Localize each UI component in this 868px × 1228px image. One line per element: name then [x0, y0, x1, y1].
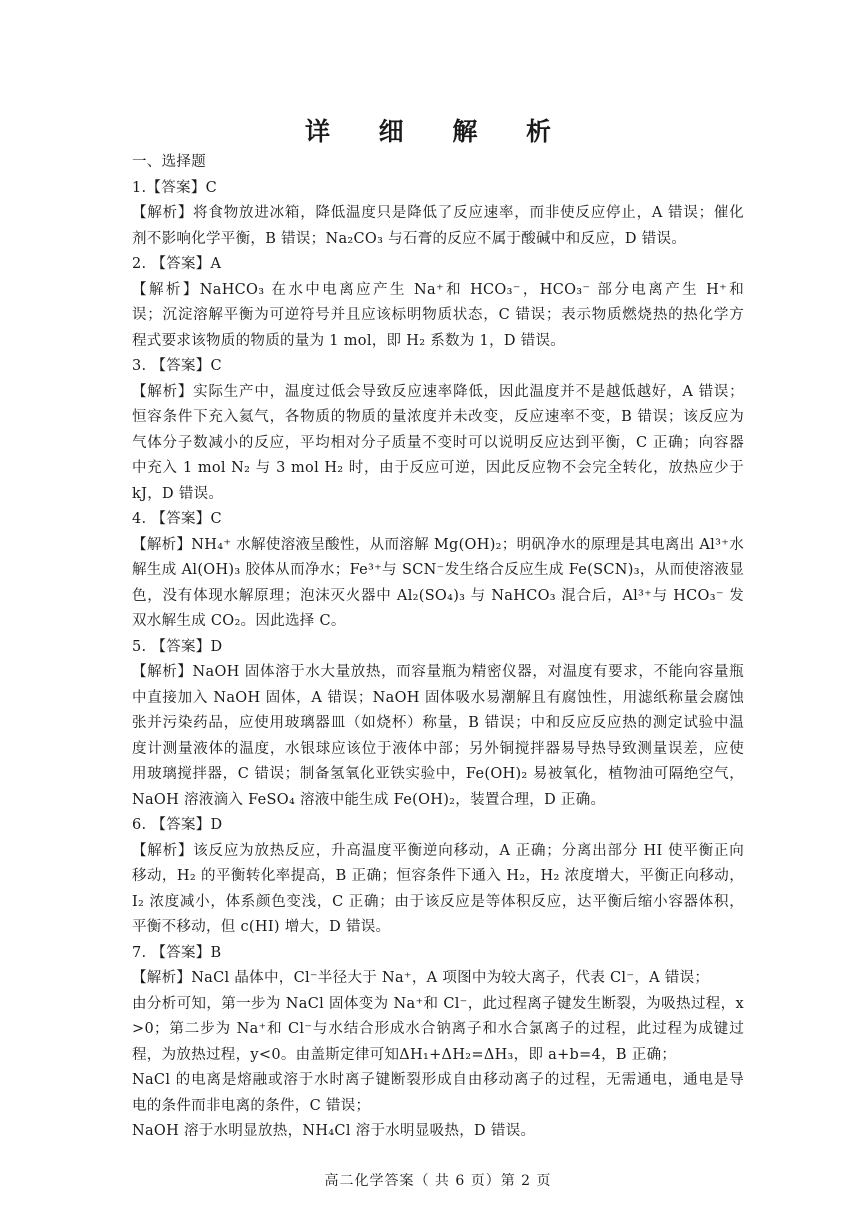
page-title: 详 细 解 析 [304, 117, 572, 146]
text-line: 移动，H₂ 的平衡转化率提高，B 正确；恒容条件下通入 H₂，H₂ 浓度增大，平衡正向移动， [132, 868, 744, 884]
text-line: 剂不影响化学平衡，B 错误；Na₂CO₃ 与石膏的反应不属于酸碱中和反应，D 错误。 [132, 230, 687, 247]
answer-lines [132, 176, 744, 1145]
text-line: 【解析】NaHCO₃ 在水中电离应产生 Na⁺和 HCO₃⁻，HCO₃⁻ 部分电离产生 H⁺和 [132, 281, 744, 298]
text-line: 双水解生成 CO₂。因此选择 C。 [132, 613, 346, 629]
text-line: 用玻璃搅拌器，C 错误；制备氢氧化亚铁实验中，Fe(OH)₂ 易被氧化，植物油可隔绝空气， [132, 766, 744, 782]
text-line: 中充入 1 mol N₂ 与 3 mol H₂ 时，由于反应可逆，因此反应物不会完全转化，放热应少于 [132, 460, 744, 476]
text-line: 2. 【答案】A [132, 256, 222, 272]
text-line: 【解析】NH₄⁺ 水解使溶液呈酸性，从而溶解 Mg(OH)₂；明矾净水的原理是其电离出 Al³⁺水 [132, 536, 744, 553]
text-line: 平衡不移动，但 c(HI) 增大，D 错误。 [132, 919, 391, 935]
text-line: 色，没有体现水解原理；泡沫灭火器中 Al₂(SO₄)₃ 与 NaHCO₃ 混合后，Al³⁺与 HCO₃⁻ 发 [132, 587, 744, 604]
document-page [132, 0, 744, 1228]
text-line: NaCl 的电离是熔融或溶于水时离子键断裂形成自由移动离子的过程，无需通电，通电是导 [132, 1072, 744, 1088]
text-line: 1.【答案】C [132, 179, 218, 196]
text-line: 气体分子数减小的反应，平均相对分子质量不变时可以说明反应达到平衡，C 正确；向容器 [132, 434, 744, 451]
section-heading: 一、选择题 [132, 154, 206, 170]
text-line: 3. 【答案】C [132, 358, 222, 374]
text-line: 由分析可知，第一步为 NaCl 固体变为 Na⁺和 Cl⁻，此过程离子键发生断裂，为吸热过程，x [132, 995, 744, 1012]
page-footer: 高二化学答案（ 共 6 页）第 2 页 [324, 1173, 552, 1189]
text-line: 7. 【答案】B [132, 944, 222, 961]
text-line: kJ，D 错误。 [132, 485, 224, 502]
text-line: 张并污染药品，应使用玻璃器皿（如烧杯）称量，B 错误；中和反应反应热的测定试验中温 [132, 715, 744, 731]
text-line: NaOH 溶液滴入 FeSO₄ 溶液中能生成 Fe(OH)₂，装置合理，D 正确。 [132, 791, 606, 808]
text-line: 中直接加入 NaOH 固体，A 错误；NaOH 固体吸水易潮解且有腐蚀性，用滤纸称量会腐蚀 [132, 689, 744, 706]
text-line: 程，为放热过程，y<0。由盖斯定律可知ΔH₁+ΔH₂=ΔH₃，即 a+b=4，B 正确； [132, 1046, 677, 1063]
text-line: 4. 【答案】C [132, 511, 222, 527]
text-line: I₂ 浓度减小，体系颜色变浅，C 正确；由于该反应是等体积反应，达平衡后缩小容器体积， [132, 893, 744, 910]
text-line: NaOH 溶于水明显放热，NH₄Cl 溶于水明显吸热，D 错误。 [132, 1123, 536, 1139]
text-line: 【解析】该反应为放热反应，升高温度平衡逆向移动，A 正确；分离出部分 HI 使平衡正向 [132, 842, 744, 859]
text-line: 程式要求该物质的物质的量为 1 mol，即 H₂ 系数为 1，D 错误。 [132, 332, 566, 349]
text-line: 解生成 Al(OH)₃ 胶体从而净水；Fe³⁺与 SCN⁻发生络合反应生成 Fe(SCN)₃，从而使溶液显 [132, 562, 744, 578]
text-line: 【解析】NaOH 固体溶于水大量放热，而容量瓶为精密仪器，对温度有要求，不能向容量瓶 [132, 664, 744, 680]
text-line: 【解析】实际生产中，温度过低会导致反应速率降低，因此温度并不是越低越好，A 错误； [132, 383, 744, 400]
text-line: 电的条件而非电离的条件，C 错误； [132, 1097, 371, 1114]
text-line: 【解析】NaCl 晶体中，Cl⁻半径大于 Na⁺，A 项图中为较大离子，代表 Cl⁻，A 错误； [132, 970, 710, 986]
text-line: 【解析】将食物放进冰箱，降低温度只是降低了反应速率，而非使反应停止，A 错误；催化 [132, 205, 744, 221]
text-line: 5. 【答案】D [132, 638, 223, 655]
text-line: 度计测量液体的温度，水银球应该位于液体中部；另外铜搅拌器易导热导致测量误差，应使 [132, 740, 744, 757]
text-line: 恒容条件下充入氦气，各物质的物质的量浓度并未改变，反应速率不变，B 错误；该反应为 [132, 409, 744, 425]
text-line: >0；第二步为 Na⁺和 Cl⁻与水结合形成水合钠离子和水合氯离子的过程，此过程为成键过 [132, 1021, 744, 1037]
document-body [132, 150, 744, 1145]
text-line: 误；沉淀溶解平衡为可逆符号并且应该标明物质状态，C 错误；表示物质燃烧热的热化学方 [132, 307, 744, 323]
text-line: 6. 【答案】D [132, 817, 223, 833]
